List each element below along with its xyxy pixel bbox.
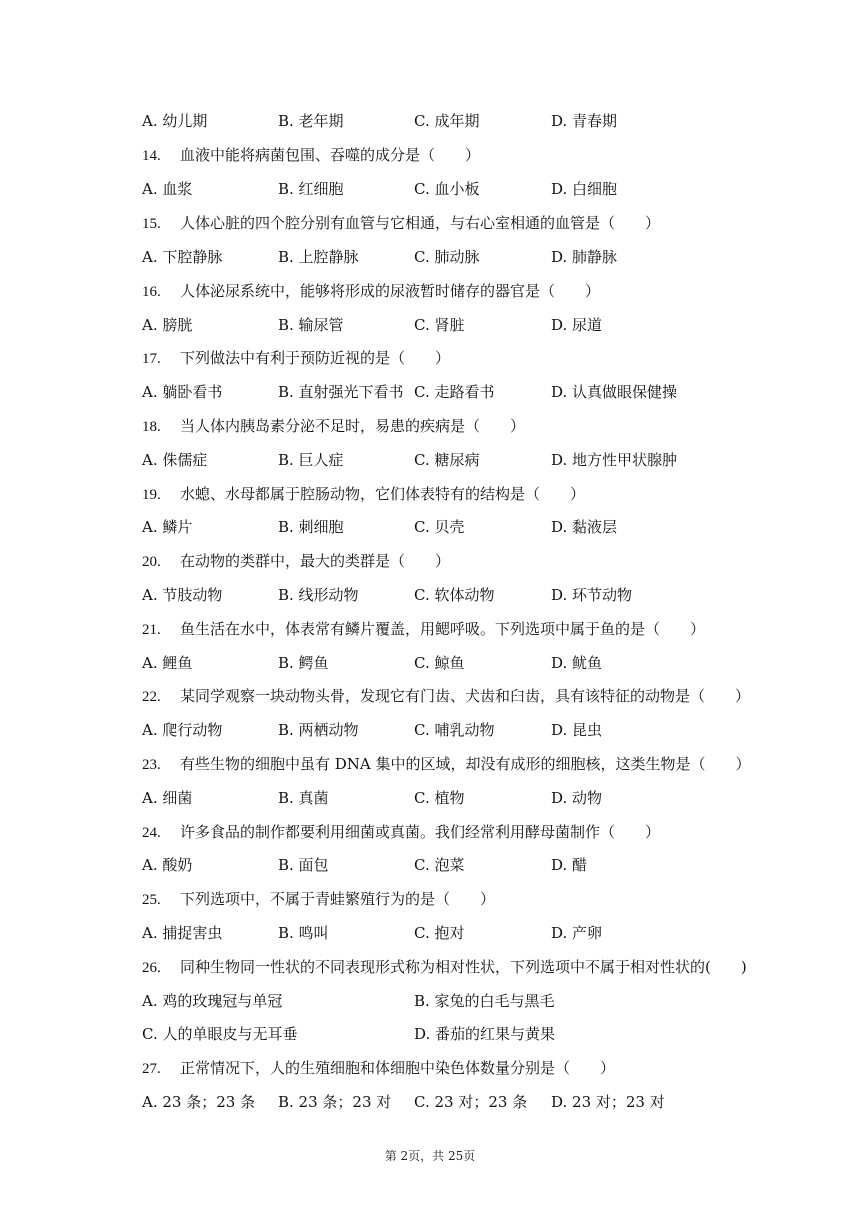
- option-c: C. 成年期: [414, 112, 480, 130]
- option-c: C. 血小板: [414, 180, 480, 198]
- option-b: B. 输尿管: [278, 316, 344, 334]
- option-b: B. 家兔的白毛与黑毛: [414, 992, 555, 1010]
- option-b: B. 刺细胞: [278, 518, 344, 536]
- question-text: 某同学观察一块动物头骨，发现它有门齿、犬齿和臼齿，具有该特征的动物是（ ）: [180, 687, 751, 705]
- question-21: [0, 618, 860, 640]
- options-q21: [0, 652, 860, 674]
- options-q24: [0, 854, 860, 876]
- question-text: 在动物的类群中，最大的类群是（ ）: [180, 552, 451, 570]
- question-number: 17.: [142, 351, 161, 367]
- option-b: B. 两栖动物: [278, 721, 359, 739]
- option-a: A. 鳞片: [142, 518, 193, 536]
- question-number: 15.: [142, 216, 161, 232]
- option-c: C. 鲸鱼: [414, 654, 465, 672]
- option-d: D. 产卵: [551, 924, 603, 942]
- option-d: D. 23 对；23 对: [551, 1093, 665, 1111]
- question-text: 正常情况下，人的生殖细胞和体细胞中染色体数量分别是（ ）: [180, 1059, 616, 1077]
- question-26: [0, 956, 860, 978]
- option-a: A. 23 条；23 条: [142, 1093, 256, 1111]
- option-d: D. 肺静脉: [551, 248, 618, 266]
- question-23: [0, 753, 860, 775]
- option-b: B. 上腔静脉: [278, 248, 359, 266]
- options-q22: [0, 719, 860, 741]
- options-q17: [0, 381, 860, 403]
- question-text: 人体心脏的四个腔分别有血管与它相通，与右心室相通的血管是（ ）: [180, 214, 661, 232]
- option-c: C. 肺动脉: [414, 248, 480, 266]
- option-b: B. 鳄鱼: [278, 654, 329, 672]
- option-a: A. 细菌: [142, 789, 193, 807]
- option-b: B. 红细胞: [278, 180, 344, 198]
- question-14: [0, 144, 860, 166]
- option-d: D. 鱿鱼: [551, 654, 603, 672]
- question-16: [0, 280, 860, 302]
- option-b: B. 直射强光下看书: [278, 383, 404, 401]
- option-a: A. 酸奶: [142, 856, 193, 874]
- option-b: B. 巨人症: [278, 451, 344, 469]
- option-b: B. 真菌: [278, 789, 329, 807]
- option-c: C. 哺乳动物: [414, 721, 495, 739]
- option-a: A. 捕捉害虫: [142, 924, 223, 942]
- option-a: A. 爬行动物: [142, 721, 223, 739]
- question-number: 25.: [142, 892, 161, 908]
- question-number: 22.: [142, 689, 161, 705]
- option-c: C. 人的单眼皮与无耳垂: [142, 1025, 298, 1043]
- option-c: C. 软体动物: [414, 586, 495, 604]
- question-text: 水螅、水母都属于腔肠动物，它们体表特有的结构是（ ）: [180, 485, 586, 503]
- question-18: [0, 415, 860, 437]
- question-25: [0, 888, 860, 910]
- question-number: 20.: [142, 554, 161, 570]
- option-c: C. 抱对: [414, 924, 465, 942]
- option-d: D. 环节动物: [551, 586, 633, 604]
- option-a: A. 鲤鱼: [142, 654, 193, 672]
- option-d: D. 地方性甲状腺肿: [551, 451, 678, 469]
- question-number: 26.: [142, 960, 161, 976]
- option-d: D. 动物: [551, 789, 603, 807]
- question-number: 14.: [142, 148, 161, 164]
- option-c: C. 糖尿病: [414, 451, 480, 469]
- question-text: 人体泌尿系统中，能够将形成的尿液暂时储存的器官是（ ）: [180, 282, 601, 300]
- option-c: C. 肾脏: [414, 316, 465, 334]
- options-q18: [0, 449, 860, 471]
- page-footer: 第 2页，共 25页: [384, 1149, 476, 1163]
- options-q23: [0, 787, 860, 809]
- question-17: [0, 347, 860, 369]
- option-a: A. 幼儿期: [142, 112, 208, 130]
- question-text: 有些生物的细胞中虽有 DNA 集中的区域，却没有成形的细胞核，这类生物是（ ）: [180, 755, 751, 773]
- option-a: A. 侏儒症: [142, 451, 208, 469]
- option-a: A. 鸡的玫瑰冠与单冠: [142, 992, 283, 1010]
- option-c: C. 泡菜: [414, 856, 465, 874]
- question-number: 27.: [142, 1061, 161, 1077]
- question-text: 鱼生活在水中，体表常有鳞片覆盖，用鳃呼吸。下列选项中属于鱼的是（ ）: [180, 620, 706, 638]
- question-text: 下列做法中有利于预防近视的是（ ）: [180, 349, 451, 367]
- option-d: D. 醋: [551, 856, 588, 874]
- option-d: D. 尿道: [551, 316, 603, 334]
- option-c: C. 贝壳: [414, 518, 465, 536]
- options-q16: [0, 314, 860, 336]
- options-q15: [0, 246, 860, 268]
- option-b: B. 面包: [278, 856, 329, 874]
- options-q27: [0, 1091, 860, 1113]
- options-q19: [0, 516, 860, 538]
- option-c: C. 走路看书: [414, 383, 495, 401]
- question-number: 19.: [142, 487, 161, 503]
- question-text: 许多食品的制作都要利用细菌或真菌。我们经常利用酵母菌制作（ ）: [180, 823, 661, 841]
- question-number: 18.: [142, 419, 161, 435]
- option-a: A. 节肢动物: [142, 586, 223, 604]
- option-a: A. 血浆: [142, 180, 193, 198]
- option-b: B. 老年期: [278, 112, 344, 130]
- option-b: B. 23 条；23 对: [278, 1093, 392, 1111]
- question-number: 16.: [142, 284, 161, 300]
- options-q25: [0, 922, 860, 944]
- question-27: [0, 1057, 860, 1079]
- options-q26-row2: [0, 1023, 860, 1045]
- option-d: D. 青春期: [551, 112, 618, 130]
- question-15: [0, 212, 860, 234]
- question-22: [0, 685, 860, 707]
- options-q26-row1: [0, 990, 860, 1012]
- options-q14: [0, 178, 860, 200]
- option-d: D. 白细胞: [551, 180, 618, 198]
- option-d: D. 黏液层: [551, 518, 618, 536]
- option-c: C. 植物: [414, 789, 465, 807]
- options-q13: [0, 110, 860, 132]
- option-d: D. 番茄的红果与黄果: [414, 1025, 556, 1043]
- question-text: 同种生物同一性状的不同表现形式称为相对性状，下列选项中不属于相对性状的( ): [180, 958, 747, 976]
- option-d: D. 昆虫: [551, 721, 603, 739]
- option-d: D. 认真做眼保健操: [551, 383, 678, 401]
- question-20: [0, 550, 860, 572]
- options-q20: [0, 584, 860, 606]
- question-text: 下列选项中，不属于青蛙繁殖行为的是（ ）: [180, 890, 496, 908]
- question-number: 21.: [142, 622, 161, 638]
- question-text: 血液中能将病菌包围、吞噬的成分是（ ）: [180, 146, 481, 164]
- option-b: B. 鸣叫: [278, 924, 329, 942]
- question-24: [0, 821, 860, 843]
- question-text: 当人体内胰岛素分泌不足时，易患的疾病是（ ）: [180, 417, 526, 435]
- option-b: B. 线形动物: [278, 586, 359, 604]
- option-a: A. 下腔静脉: [142, 248, 223, 266]
- question-number: 24.: [142, 825, 161, 841]
- option-c: C. 23 对；23 条: [414, 1093, 528, 1111]
- question-19: [0, 483, 860, 505]
- question-number: 23.: [142, 757, 161, 773]
- option-a: A. 膀胱: [142, 316, 193, 334]
- option-a: A. 躺卧看书: [142, 383, 223, 401]
